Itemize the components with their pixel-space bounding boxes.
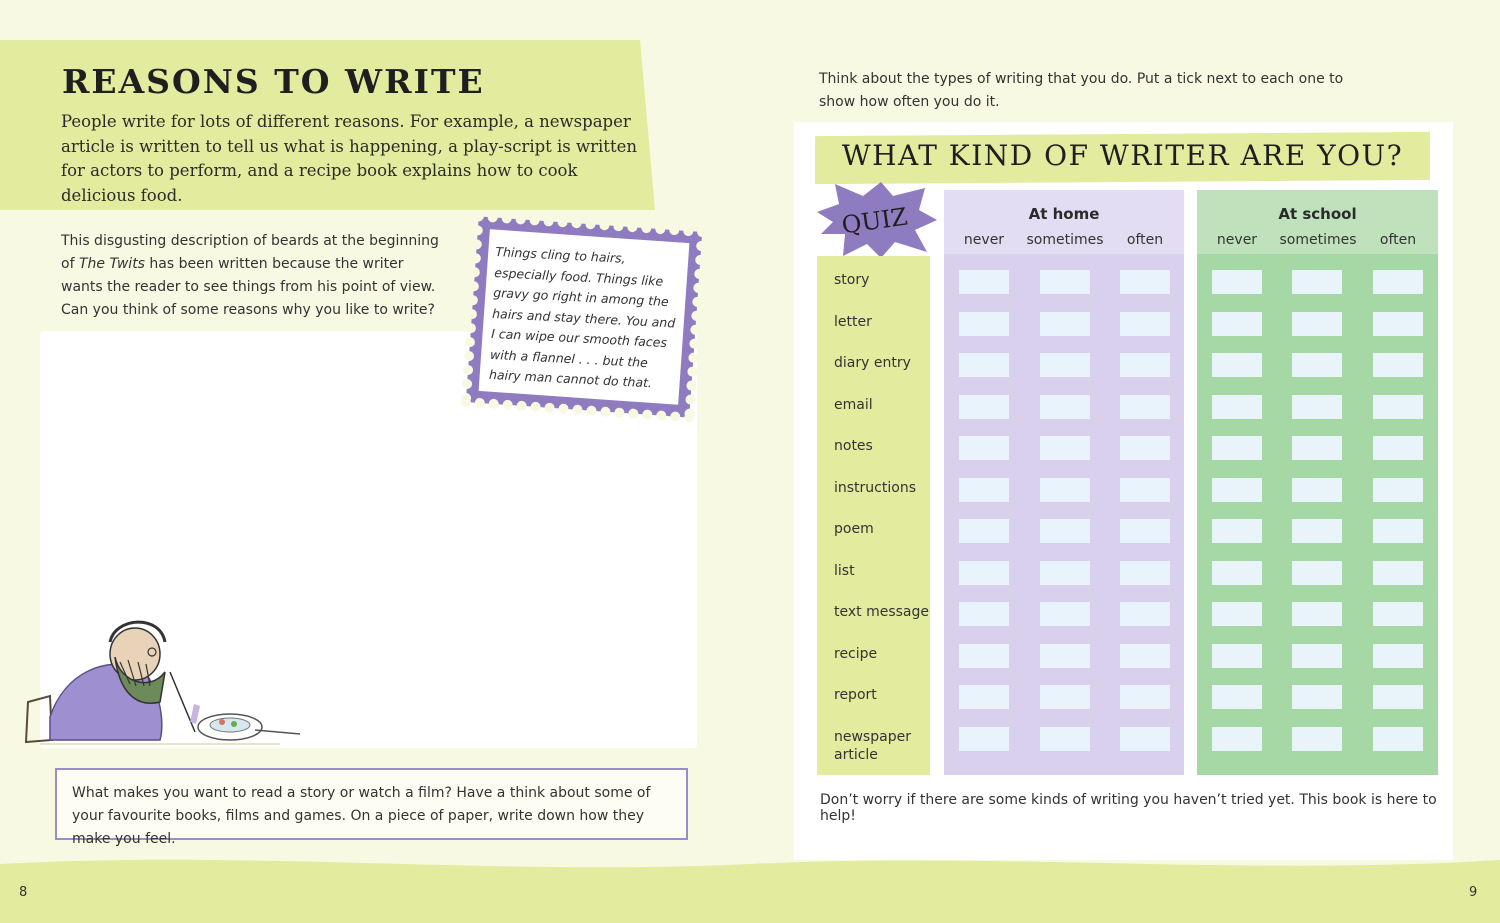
page-title: REASONS TO WRITE (62, 62, 485, 101)
row-label-instructions: instructions (834, 479, 916, 496)
book-title: The Twits (78, 256, 145, 272)
intro-paragraph: People write for lots of different reasons. For example, a newspaper article is written to tell us what is happening, a play-script is written for actors to perform, and a recipe book explains how to cook delicious food. (61, 112, 637, 205)
tick-box-school-often-recipe[interactable] (1373, 644, 1423, 668)
home-header-sometimes: sometimes (1026, 232, 1104, 248)
school-header-often: often (1379, 232, 1417, 248)
beard-text-part2: has been written because the writer wants the reader to see things from his point of view. Can you think of some reasons why you like to write? (61, 256, 436, 318)
tick-box-school-often-diary-entry[interactable] (1373, 353, 1423, 377)
footnote-text: Don’t worry if there are some kinds of writing you haven’t tried yet. This book is here to help! (820, 792, 1437, 824)
tick-box-school-sometimes-diary-entry[interactable] (1292, 353, 1342, 377)
tick-box-home-sometimes-recipe[interactable] (1040, 644, 1090, 668)
row-label-diary-entry: diary entry (834, 355, 911, 371)
tick-box-home-often-diary-entry[interactable] (1120, 353, 1170, 377)
quiz-badge-label: QUIZ (839, 202, 910, 240)
tick-box-home-often-email[interactable] (1120, 395, 1170, 419)
quote-text: Things cling to hairs, especially food. Things like gravy go right in among the hairs and stay there. You and I can wipe our smooth faces with a flannel . . . but the hairy man cannot do that. (488, 243, 676, 391)
tick-box-home-often-list[interactable] (1120, 561, 1170, 585)
tick-box-home-never-newspaper-article[interactable] (959, 727, 1009, 751)
tick-box-school-often-list[interactable] (1373, 561, 1423, 585)
row-label-poem: poem (834, 521, 874, 537)
row-label-list: list (834, 562, 855, 579)
tick-box-school-never-recipe[interactable] (1212, 644, 1262, 668)
tick-box-school-never-email[interactable] (1212, 395, 1262, 419)
tick-box-home-often-letter[interactable] (1120, 312, 1170, 336)
tick-box-home-often-notes[interactable] (1120, 436, 1170, 460)
tick-box-home-sometimes-list[interactable] (1040, 561, 1090, 585)
tick-box-home-sometimes-story[interactable] (1040, 270, 1090, 294)
tick-box-school-sometimes-newspaper-article[interactable] (1292, 727, 1342, 751)
page-number-right: 9 (1469, 885, 1478, 900)
tick-box-school-often-story[interactable] (1373, 270, 1423, 294)
tick-box-home-often-recipe[interactable] (1120, 644, 1170, 668)
page-number-left: 8 (19, 885, 28, 900)
row-label-report: report (834, 687, 877, 703)
tick-box-home-sometimes-diary-entry[interactable] (1040, 353, 1090, 377)
tick-box-school-often-notes[interactable] (1373, 436, 1423, 460)
tick-box-home-sometimes-instructions[interactable] (1040, 478, 1090, 502)
tick-box-school-sometimes-text-message[interactable] (1292, 602, 1342, 626)
tick-box-home-often-report[interactable] (1120, 685, 1170, 709)
tick-box-school-often-report[interactable] (1373, 685, 1423, 709)
tick-box-home-sometimes-text-message[interactable] (1040, 602, 1090, 626)
tick-box-home-sometimes-notes[interactable] (1040, 436, 1090, 460)
prompt-text: What makes you want to read a story or watch a film? Have a think about some of your favourite books, films and games. On a piece of paper, write down how they make you feel. (72, 785, 651, 847)
beard-description-text (61, 230, 441, 322)
tick-box-home-often-instructions[interactable] (1120, 478, 1170, 502)
tick-box-school-sometimes-report[interactable] (1292, 685, 1342, 709)
row-label-text-message: text message (834, 604, 929, 620)
tick-box-school-sometimes-list[interactable] (1292, 561, 1342, 585)
tick-box-school-sometimes-story[interactable] (1292, 270, 1342, 294)
tick-box-home-sometimes-letter[interactable] (1040, 312, 1090, 336)
tick-box-home-often-newspaper-article[interactable] (1120, 727, 1170, 751)
row-label-story: story (834, 272, 870, 288)
tick-box-home-never-poem[interactable] (959, 519, 1009, 543)
tick-box-school-never-letter[interactable] (1212, 312, 1262, 336)
tick-box-home-never-notes[interactable] (959, 436, 1009, 460)
home-header-often: often (1126, 232, 1164, 248)
tick-box-school-often-poem[interactable] (1373, 519, 1423, 543)
tick-box-school-never-instructions[interactable] (1212, 478, 1262, 502)
tick-box-school-often-newspaper-article[interactable] (1373, 727, 1423, 751)
instructions-text: Think about the types of writing that you do. Put a tick next to each one to show how often you do it. (819, 71, 1344, 110)
tick-box-home-never-story[interactable] (959, 270, 1009, 294)
tick-box-home-never-recipe[interactable] (959, 644, 1009, 668)
tick-box-school-sometimes-notes[interactable] (1292, 436, 1342, 460)
row-label-notes: notes (834, 438, 873, 454)
tick-box-school-never-diary-entry[interactable] (1212, 353, 1262, 377)
mr-twit-illustration (20, 612, 305, 752)
school-header-sometimes: sometimes (1279, 232, 1357, 248)
row-label-email: email (834, 396, 873, 413)
tick-box-school-often-text-message[interactable] (1373, 602, 1423, 626)
tick-box-home-often-poem[interactable] (1120, 519, 1170, 543)
tick-box-home-never-text-message[interactable] (959, 602, 1009, 626)
tick-box-home-sometimes-poem[interactable] (1040, 519, 1090, 543)
quiz-badge (815, 182, 939, 260)
tick-box-home-never-letter[interactable] (959, 312, 1009, 336)
tick-box-school-often-instructions[interactable] (1373, 478, 1423, 502)
tick-box-home-often-story[interactable] (1120, 270, 1170, 294)
tick-box-school-never-report[interactable] (1212, 685, 1262, 709)
tick-box-home-sometimes-newspaper-article[interactable] (1040, 727, 1090, 751)
tick-box-school-sometimes-letter[interactable] (1292, 312, 1342, 336)
tick-box-home-often-text-message[interactable] (1120, 602, 1170, 626)
tick-box-school-never-poem[interactable] (1212, 519, 1262, 543)
tick-box-home-sometimes-report[interactable] (1040, 685, 1090, 709)
tick-box-school-sometimes-poem[interactable] (1292, 519, 1342, 543)
tick-box-home-sometimes-email[interactable] (1040, 395, 1090, 419)
tick-box-home-never-email[interactable] (959, 395, 1009, 419)
tick-box-school-sometimes-recipe[interactable] (1292, 644, 1342, 668)
bottom-wave (0, 850, 1500, 923)
tick-box-school-often-letter[interactable] (1373, 312, 1423, 336)
tick-box-home-never-instructions[interactable] (959, 478, 1009, 502)
row-label-letter: letter (834, 313, 872, 330)
tick-box-home-never-diary-entry[interactable] (959, 353, 1009, 377)
tick-box-school-never-list[interactable] (1212, 561, 1262, 585)
tick-box-school-never-text-message[interactable] (1212, 602, 1262, 626)
tick-box-home-never-report[interactable] (959, 685, 1009, 709)
tick-box-school-sometimes-email[interactable] (1292, 395, 1342, 419)
school-header-never: never (1216, 232, 1258, 248)
row-label-recipe: recipe (834, 645, 878, 662)
tick-box-school-never-story[interactable] (1212, 270, 1262, 294)
row-label-newspaper-article: newspaper article (834, 728, 911, 763)
group-title-at-school: At school (1278, 205, 1357, 223)
tick-box-school-never-notes[interactable] (1212, 436, 1262, 460)
beard-text-part1: This disgusting description of beards at the beginning of (61, 233, 439, 272)
quiz-title: WHAT KIND OF WRITER ARE YOU? (841, 139, 1404, 172)
tick-box-home-never-list[interactable] (959, 561, 1009, 585)
home-header-never: never (963, 232, 1005, 248)
tick-box-school-never-newspaper-article[interactable] (1212, 727, 1262, 751)
group-title-at-home: At home (1028, 205, 1100, 223)
tick-box-school-often-email[interactable] (1373, 395, 1423, 419)
tick-box-school-sometimes-instructions[interactable] (1292, 478, 1342, 502)
